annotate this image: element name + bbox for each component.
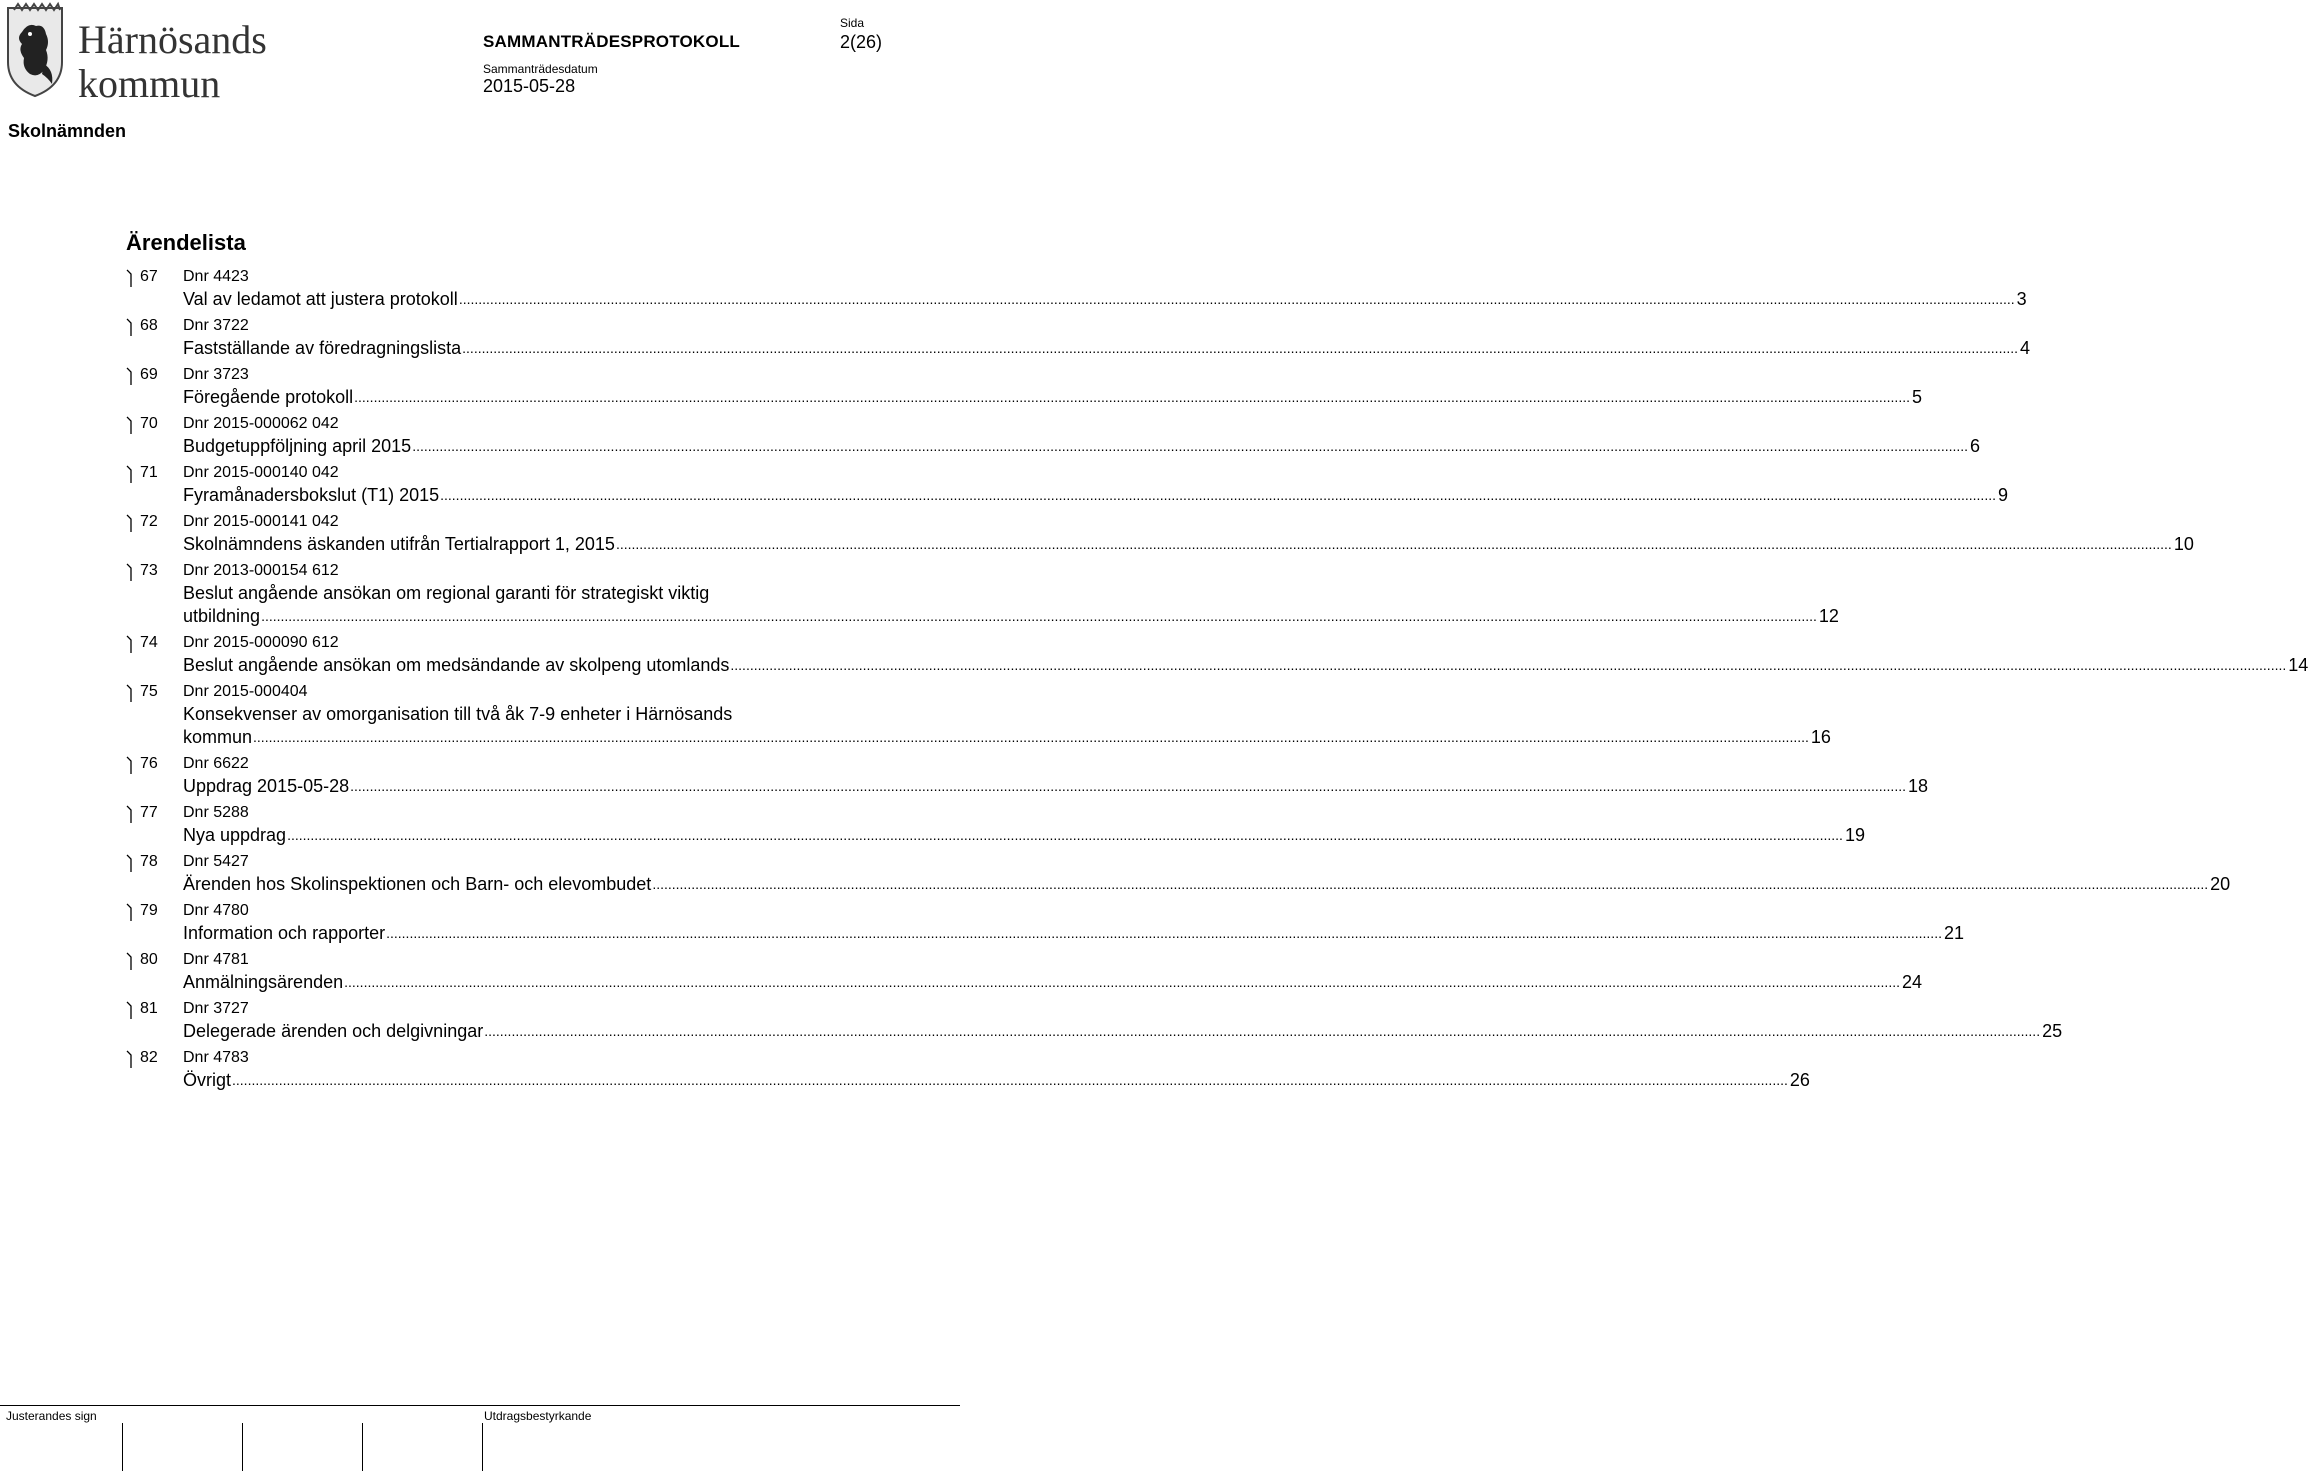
toc-entry-number: 73 bbox=[140, 562, 158, 579]
toc-dot-leader: ................................................................................................................................................................................................................................................................................................................................................................................................................ bbox=[730, 657, 2287, 673]
section-mark-icon bbox=[126, 513, 135, 533]
extract-certification-label: Utdragsbestyrkande bbox=[484, 1409, 592, 1423]
toc-entry-title-line bbox=[126, 337, 2031, 360]
toc-entry-page: 18 bbox=[1907, 776, 1929, 796]
toc-entry-title: Beslut angående ansökan om regional garanti för strategiskt viktig bbox=[183, 583, 710, 603]
toc-entry-dnr: Dnr 2015-000090 612 bbox=[183, 634, 339, 651]
toc-entry-page: 25 bbox=[2042, 1021, 2063, 1041]
toc-entry-title: Beslut angående ansökan om medsändande av skolpeng utomlands bbox=[183, 655, 730, 675]
toc-entry-number: 78 bbox=[140, 853, 158, 870]
toc-dot-leader: ................................................................................................................................................................................................................................................................................................................................................................................................................ bbox=[615, 536, 2172, 552]
toc-entry-title-line bbox=[126, 726, 1831, 749]
toc-entry-title-line bbox=[126, 533, 2194, 556]
toc-dot-leader: ................................................................................................................................................................................................................................................................................................................................................................................................................ bbox=[386, 925, 1942, 941]
toc-dot-leader: ................................................................................................................................................................................................................................................................................................................................................................................................................ bbox=[458, 291, 2015, 307]
toc-entry-title-line bbox=[126, 873, 2231, 896]
toc-entry-page: 16 bbox=[1810, 727, 1831, 747]
toc-entry-page: 19 bbox=[1844, 825, 1865, 845]
section-mark-icon bbox=[126, 902, 135, 922]
toc-entry-title: utbildning bbox=[183, 606, 261, 626]
toc-entry-title-line bbox=[126, 922, 1964, 945]
toc-entry-title: Val av ledamot att justera protokoll bbox=[183, 289, 458, 309]
section-mark-icon bbox=[126, 853, 135, 873]
section-mark-icon bbox=[126, 683, 135, 703]
toc-entry-dnr: Dnr 2015-000062 042 bbox=[183, 415, 339, 432]
section-mark-icon bbox=[126, 951, 135, 971]
logo-line-1: Härnösands bbox=[78, 17, 267, 62]
section-mark-icon bbox=[126, 804, 135, 824]
toc-entry-title: Fastställande av föredragningslista bbox=[183, 338, 462, 358]
section-mark-icon bbox=[126, 464, 135, 484]
toc-entry-title: Anmälningsärenden bbox=[183, 972, 344, 992]
toc-entry-page: 24 bbox=[1901, 972, 1923, 992]
signature-box-divider bbox=[362, 1423, 363, 1471]
toc-entry[interactable] bbox=[126, 511, 2194, 556]
toc-entry-page: 10 bbox=[2173, 534, 2194, 554]
toc-entry-page: 14 bbox=[2288, 655, 2308, 675]
toc-entry-title-line bbox=[126, 1020, 2063, 1043]
signature-box-divider bbox=[482, 1423, 483, 1471]
toc-entry-dnr: Dnr 2013-000154 612 bbox=[183, 562, 339, 579]
toc-dot-leader: ................................................................................................................................................................................................................................................................................................................................................................................................................ bbox=[253, 729, 1809, 745]
section-mark-icon bbox=[126, 366, 135, 386]
toc-entry-number: 69 bbox=[140, 366, 158, 383]
toc-entry-title-line bbox=[126, 288, 2027, 311]
committee-name: Skolnämnden bbox=[8, 121, 127, 141]
toc-entry-number: 67 bbox=[140, 268, 158, 285]
toc-entry-title-line bbox=[126, 654, 2308, 677]
section-mark-icon bbox=[126, 1000, 135, 1020]
toc-dot-leader: ................................................................................................................................................................................................................................................................................................................................................................................................................ bbox=[350, 778, 1906, 794]
toc-entry-title: Skolnämndens äskanden utifrån Tertialrapport 1, 2015 bbox=[183, 534, 615, 554]
toc-entry-dnr: Dnr 6622 bbox=[183, 755, 249, 772]
toc-entry-dnr: Dnr 4781 bbox=[183, 951, 249, 968]
toc-entry[interactable] bbox=[126, 632, 2308, 677]
toc-entry-dnr: Dnr 2015-000140 042 bbox=[183, 464, 339, 481]
toc-entry-page: 5 bbox=[1911, 387, 1922, 407]
toc-entry-number: 80 bbox=[140, 951, 158, 968]
toc-entry-title: Fyramånadersbokslut (T1) 2015 bbox=[183, 485, 440, 505]
toc-entry[interactable] bbox=[126, 753, 1929, 798]
signature-box-divider bbox=[242, 1423, 243, 1471]
toc-entry-dnr: Dnr 4423 bbox=[183, 268, 249, 285]
toc-entry-title: Uppdrag 2015-05-28 bbox=[183, 776, 350, 796]
toc-entry-title: Föregående protokoll bbox=[183, 387, 354, 407]
toc-entry[interactable] bbox=[126, 462, 2008, 507]
toc-entry-dnr: Dnr 4780 bbox=[183, 902, 249, 919]
toc-entry-number: 82 bbox=[140, 1049, 158, 1066]
toc-entry[interactable] bbox=[126, 560, 1839, 628]
toc-entry-page: 20 bbox=[2210, 874, 2231, 894]
toc-dot-leader: ................................................................................................................................................................................................................................................................................................................................................................................................................ bbox=[232, 1072, 1788, 1088]
section-mark-icon bbox=[126, 415, 135, 435]
toc-entry[interactable] bbox=[126, 266, 2027, 311]
toc-entry[interactable] bbox=[126, 681, 1831, 749]
toc-entry[interactable] bbox=[126, 1047, 1810, 1092]
signature-label: Justerandes sign bbox=[6, 1409, 97, 1423]
toc-dot-leader: ................................................................................................................................................................................................................................................................................................................................................................................................................ bbox=[412, 438, 1969, 454]
toc-dot-leader: ................................................................................................................................................................................................................................................................................................................................................................................................................ bbox=[440, 487, 1996, 503]
toc-entry-title: Budgetuppföljning april 2015 bbox=[183, 436, 412, 456]
toc-entry-title: Övrigt bbox=[183, 1070, 232, 1090]
toc-entry-number: 74 bbox=[140, 634, 158, 651]
toc-entry-dnr: Dnr 2015-000404 bbox=[183, 683, 308, 700]
toc-entry-title: kommun bbox=[183, 727, 253, 747]
toc-entry-title-line bbox=[126, 435, 1981, 458]
toc-entry-title: Ärenden hos Skolinspektionen och Barn- och elevombudet bbox=[183, 874, 652, 894]
toc-list bbox=[126, 266, 2308, 1096]
toc-entry[interactable] bbox=[126, 900, 1964, 945]
toc-entry-title-line bbox=[126, 703, 906, 726]
toc-entry-dnr: Dnr 5427 bbox=[183, 853, 249, 870]
section-mark-icon bbox=[126, 755, 135, 775]
document-type: SAMMANTRÄDESPROTOKOLL bbox=[483, 32, 740, 51]
toc-entry-number: 76 bbox=[140, 755, 158, 772]
toc-entry-number: 79 bbox=[140, 902, 158, 919]
toc-entry-title-line bbox=[126, 605, 1839, 628]
toc-dot-leader: ................................................................................................................................................................................................................................................................................................................................................................................................................ bbox=[354, 389, 1910, 405]
toc-entry-title-line bbox=[126, 1069, 1810, 1092]
toc-entry-title-line bbox=[126, 582, 906, 605]
toc-entry-title: Information och rapporter bbox=[183, 923, 386, 943]
section-mark-icon bbox=[126, 268, 135, 288]
toc-entry-page: 4 bbox=[2020, 338, 2031, 358]
signature-box-divider bbox=[122, 1423, 123, 1471]
toc-entry[interactable] bbox=[126, 949, 1923, 994]
toc-entry-dnr: Dnr 2015-000141 042 bbox=[183, 513, 339, 530]
meeting-date: 2015-05-28 bbox=[483, 76, 576, 96]
signature-footer bbox=[0, 1405, 960, 1471]
toc-entry[interactable] bbox=[126, 315, 2031, 360]
toc-entry-number: 75 bbox=[140, 683, 158, 700]
toc-entry-title-line bbox=[126, 484, 2008, 507]
meeting-date-label: Sammanträdesdatum bbox=[483, 62, 598, 76]
toc-entry-title-line bbox=[126, 386, 1922, 409]
toc-entry-dnr: Dnr 4783 bbox=[183, 1049, 249, 1066]
toc-entry-page: 21 bbox=[1943, 923, 1964, 943]
toc-entry-title-line bbox=[126, 971, 1923, 994]
section-mark-icon bbox=[126, 634, 135, 654]
toc-entry-number: 81 bbox=[140, 1000, 158, 1017]
toc-entry-page: 12 bbox=[1818, 606, 1839, 626]
toc-entry-number: 70 bbox=[140, 415, 158, 432]
toc-dot-leader: ................................................................................................................................................................................................................................................................................................................................................................................................................ bbox=[344, 974, 1900, 990]
toc-entry-dnr: Dnr 3722 bbox=[183, 317, 249, 334]
toc-entry[interactable] bbox=[126, 851, 2231, 896]
toc-entry-title-line bbox=[126, 775, 1929, 798]
toc-entry[interactable] bbox=[126, 364, 1922, 409]
toc-entry-page: 26 bbox=[1789, 1070, 1810, 1090]
toc-entry-page: 3 bbox=[2016, 289, 2027, 309]
toc-entry-page: 6 bbox=[1970, 436, 1981, 456]
toc-entry-title-line bbox=[126, 824, 1865, 847]
toc-entry-dnr: Dnr 5288 bbox=[183, 804, 249, 821]
toc-dot-leader: ................................................................................................................................................................................................................................................................................................................................................................................................................ bbox=[287, 827, 1843, 843]
municipal-coat-of-arms-logo bbox=[4, 4, 66, 98]
section-mark-icon bbox=[126, 1049, 135, 1069]
toc-entry-page: 9 bbox=[1997, 485, 2008, 505]
toc-title: Ärendelista bbox=[126, 230, 246, 255]
toc-dot-leader: ................................................................................................................................................................................................................................................................................................................................................................................................................ bbox=[484, 1023, 2041, 1039]
toc-entry-title: Delegerade ärenden och delgivningar bbox=[183, 1021, 484, 1041]
toc-entry[interactable] bbox=[126, 802, 1865, 847]
toc-entry-number: 72 bbox=[140, 513, 158, 530]
logo-line-2: kommun bbox=[78, 61, 221, 106]
toc-entry[interactable] bbox=[126, 413, 1981, 458]
toc-entry-title: Nya uppdrag bbox=[183, 825, 287, 845]
toc-dot-leader: ................................................................................................................................................................................................................................................................................................................................................................................................................ bbox=[261, 608, 1817, 624]
toc-dot-leader: ................................................................................................................................................................................................................................................................................................................................................................................................................ bbox=[462, 340, 2019, 356]
page-number: 2(26) bbox=[840, 32, 883, 52]
toc-entry-number: 71 bbox=[140, 464, 158, 481]
toc-entry-number: 77 bbox=[140, 804, 158, 821]
toc-entry-dnr: Dnr 3723 bbox=[183, 366, 249, 383]
section-mark-icon bbox=[126, 562, 135, 582]
toc-entry-title: Konsekvenser av omorganisation till två åk 7-9 enheter i Härnösands bbox=[183, 704, 733, 724]
page-label: Sida bbox=[840, 16, 865, 30]
toc-entry-dnr: Dnr 3727 bbox=[183, 1000, 249, 1017]
toc-entry[interactable] bbox=[126, 998, 2063, 1043]
toc-dot-leader: ................................................................................................................................................................................................................................................................................................................................................................................................................ bbox=[652, 876, 2209, 892]
section-mark-icon bbox=[126, 317, 135, 337]
municipality-name bbox=[78, 17, 267, 106]
toc-entry-number: 68 bbox=[140, 317, 158, 334]
